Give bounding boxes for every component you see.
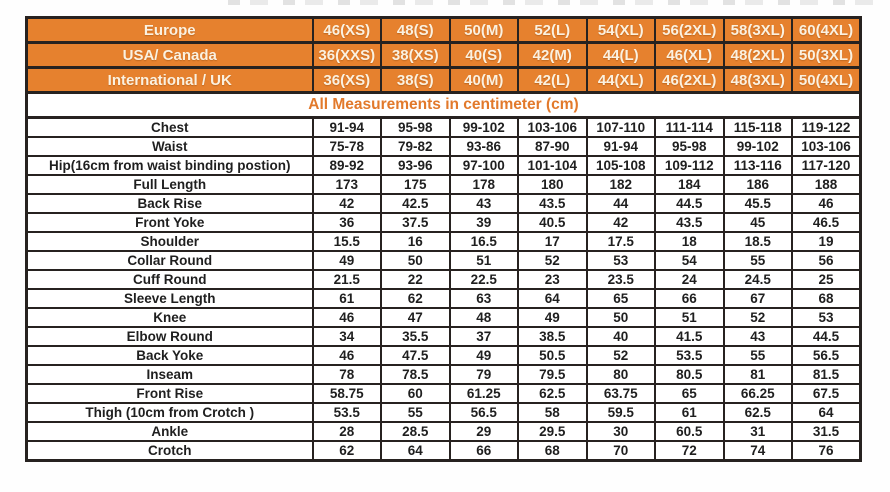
measurement-cell: 53: [792, 308, 861, 327]
measurement-cell: 53.5: [313, 403, 382, 422]
measurement-cell: 41.5: [655, 327, 724, 346]
subtitle-row: [27, 93, 861, 118]
measurement-cell: 64: [792, 403, 861, 422]
measurement-cell: 60.5: [655, 422, 724, 441]
table-row: [27, 308, 861, 327]
measurement-label: Back Yoke: [27, 346, 313, 365]
measurement-cell: 72: [655, 441, 724, 461]
region-label: USA/ Canada: [27, 43, 313, 68]
measurement-cell: 80.5: [655, 365, 724, 384]
measurement-cell: 68: [518, 441, 587, 461]
measurement-cell: 22: [381, 270, 450, 289]
measurement-cell: 50.5: [518, 346, 587, 365]
measurement-cell: 44.5: [655, 194, 724, 213]
table-row: [27, 213, 861, 232]
measurement-label: Shoulder: [27, 232, 313, 251]
measurement-label: Front Rise: [27, 384, 313, 403]
size-cell: 48(2XL): [724, 43, 793, 68]
measurement-cell: 115-118: [724, 118, 793, 138]
measurement-cell: 37.5: [381, 213, 450, 232]
measurement-cell: 28: [313, 422, 382, 441]
measurement-cell: 43: [724, 327, 793, 346]
measurement-cell: 45: [724, 213, 793, 232]
size-cell: 56(2XL): [655, 18, 724, 43]
measurement-cell: 31.5: [792, 422, 861, 441]
measurements-subtitle: All Measurements in centimeter (cm): [27, 93, 861, 118]
measurement-cell: 103-106: [518, 118, 587, 138]
measurement-cell: 38.5: [518, 327, 587, 346]
measurement-cell: 48: [450, 308, 519, 327]
measurement-label: Chest: [27, 118, 313, 138]
measurement-cell: 81.5: [792, 365, 861, 384]
measurement-cell: 16: [381, 232, 450, 251]
table-row: [27, 156, 861, 175]
table-row: [27, 232, 861, 251]
measurement-cell: 25: [792, 270, 861, 289]
measurement-cell: 64: [518, 289, 587, 308]
measurement-cell: 50: [587, 308, 656, 327]
measurement-cell: 21.5: [313, 270, 382, 289]
measurement-cell: 79: [450, 365, 519, 384]
measurement-cell: 78: [313, 365, 382, 384]
measurement-cell: 54: [655, 251, 724, 270]
measurement-cell: 52: [518, 251, 587, 270]
size-header-row: [27, 68, 861, 93]
measurement-cell: 61: [313, 289, 382, 308]
measurement-cell: 91-94: [587, 137, 656, 156]
measurement-cell: 62: [313, 441, 382, 461]
table-row: [27, 118, 861, 138]
measurement-cell: 63.75: [587, 384, 656, 403]
measurement-label: Elbow Round: [27, 327, 313, 346]
measurement-cell: 61.25: [450, 384, 519, 403]
measurement-cell: 46.5: [792, 213, 861, 232]
measurement-cell: 17.5: [587, 232, 656, 251]
measurement-cell: 59.5: [587, 403, 656, 422]
measurement-cell: 46: [792, 194, 861, 213]
size-cell: 52(L): [518, 18, 587, 43]
size-cell: 54(XL): [587, 18, 656, 43]
measurement-cell: 47.5: [381, 346, 450, 365]
size-cell: 50(M): [450, 18, 519, 43]
measurement-cell: 70: [587, 441, 656, 461]
table-row: [27, 289, 861, 308]
measurement-cell: 52: [724, 308, 793, 327]
measurement-cell: 15.5: [313, 232, 382, 251]
measurement-cell: 67.5: [792, 384, 861, 403]
size-cell: 42(M): [518, 43, 587, 68]
measurement-cell: 99-102: [450, 118, 519, 138]
measurement-cell: 55: [381, 403, 450, 422]
measurement-cell: 18: [655, 232, 724, 251]
measurement-label: Waist: [27, 137, 313, 156]
size-cell: 50(4XL): [792, 68, 861, 93]
table-row: [27, 441, 861, 461]
measurement-cell: 67: [724, 289, 793, 308]
measurement-cell: 42.5: [381, 194, 450, 213]
measurement-cell: 35.5: [381, 327, 450, 346]
table-row: [27, 422, 861, 441]
measurement-cell: 23.5: [587, 270, 656, 289]
measurement-cell: 55: [724, 251, 793, 270]
measurement-cell: 79-82: [381, 137, 450, 156]
measurement-cell: 43: [450, 194, 519, 213]
measurement-cell: 58.75: [313, 384, 382, 403]
size-cell: 40(M): [450, 68, 519, 93]
table-row: [27, 403, 861, 422]
measurement-cell: 29.5: [518, 422, 587, 441]
measurement-cell: 56.5: [450, 403, 519, 422]
measurement-cell: 36: [313, 213, 382, 232]
measurement-cell: 62.5: [518, 384, 587, 403]
measurement-label: Full Length: [27, 175, 313, 194]
measurement-label: Inseam: [27, 365, 313, 384]
measurement-label: Collar Round: [27, 251, 313, 270]
measurement-label: Thigh (10cm from Crotch ): [27, 403, 313, 422]
size-cell: 44(L): [587, 43, 656, 68]
measurement-cell: 173: [313, 175, 382, 194]
measurement-cell: 78.5: [381, 365, 450, 384]
measurement-cell: 175: [381, 175, 450, 194]
measurement-cell: 17: [518, 232, 587, 251]
measurement-cell: 95-98: [655, 137, 724, 156]
measurement-cell: 99-102: [724, 137, 793, 156]
size-cell: 44(XL): [587, 68, 656, 93]
measurement-cell: 113-116: [724, 156, 793, 175]
measurement-cell: 24.5: [724, 270, 793, 289]
measurement-cell: 39: [450, 213, 519, 232]
measurement-cell: 93-96: [381, 156, 450, 175]
measurement-cell: 79.5: [518, 365, 587, 384]
measurement-cell: 180: [518, 175, 587, 194]
table-row: [27, 137, 861, 156]
measurement-cell: 64: [381, 441, 450, 461]
measurement-cell: 23: [518, 270, 587, 289]
size-cell: 60(4XL): [792, 18, 861, 43]
size-cell: 40(S): [450, 43, 519, 68]
measurement-cell: 56.5: [792, 346, 861, 365]
measurement-cell: 43.5: [655, 213, 724, 232]
measurement-cell: 49: [313, 251, 382, 270]
measurement-cell: 24: [655, 270, 724, 289]
measurement-cell: 107-110: [587, 118, 656, 138]
measurement-cell: 49: [450, 346, 519, 365]
measurement-label: Front Yoke: [27, 213, 313, 232]
measurement-cell: 81: [724, 365, 793, 384]
measurement-cell: 87-90: [518, 137, 587, 156]
measurement-cell: 105-108: [587, 156, 656, 175]
measurement-cell: 37: [450, 327, 519, 346]
size-cell: 58(3XL): [724, 18, 793, 43]
measurement-cell: 40: [587, 327, 656, 346]
measurement-cell: 19: [792, 232, 861, 251]
measurement-cell: 101-104: [518, 156, 587, 175]
table-row: [27, 175, 861, 194]
measurement-cell: 186: [724, 175, 793, 194]
measurement-cell: 53: [587, 251, 656, 270]
size-cell: 38(S): [381, 68, 450, 93]
measurement-cell: 61: [655, 403, 724, 422]
measurement-cell: 22.5: [450, 270, 519, 289]
measurement-cell: 68: [792, 289, 861, 308]
measurement-cell: 52: [587, 346, 656, 365]
measurement-cell: 34: [313, 327, 382, 346]
size-cell: 48(3XL): [724, 68, 793, 93]
size-cell: 36(XXS): [313, 43, 382, 68]
measurement-label: Hip(16cm from waist binding postion): [27, 156, 313, 175]
measurement-cell: 65: [587, 289, 656, 308]
measurement-cell: 28.5: [381, 422, 450, 441]
table-row: [27, 384, 861, 403]
measurement-cell: 178: [450, 175, 519, 194]
size-cell: 38(XS): [381, 43, 450, 68]
measurement-cell: 58: [518, 403, 587, 422]
measurement-cell: 93-86: [450, 137, 519, 156]
measurement-cell: 117-120: [792, 156, 861, 175]
region-label: Europe: [27, 18, 313, 43]
size-cell: 46(2XL): [655, 68, 724, 93]
measurement-cell: 103-106: [792, 137, 861, 156]
measurement-cell: 66: [450, 441, 519, 461]
measurement-cell: 40.5: [518, 213, 587, 232]
measurement-cell: 53.5: [655, 346, 724, 365]
measurement-label: Sleeve Length: [27, 289, 313, 308]
measurement-cell: 43.5: [518, 194, 587, 213]
table-row: [27, 270, 861, 289]
size-header-row: [27, 18, 861, 43]
table-row: [27, 365, 861, 384]
measurement-cell: 119-122: [792, 118, 861, 138]
measurement-cell: 42: [313, 194, 382, 213]
table-row: [27, 327, 861, 346]
measurement-cell: 16.5: [450, 232, 519, 251]
measurement-cell: 49: [518, 308, 587, 327]
measurement-cell: 46: [313, 308, 382, 327]
measurement-label: Ankle: [27, 422, 313, 441]
measurement-cell: 95-98: [381, 118, 450, 138]
cropped-title-remnant: [228, 0, 876, 5]
size-cell: 48(S): [381, 18, 450, 43]
measurement-cell: 66: [655, 289, 724, 308]
size-cell: 46(XL): [655, 43, 724, 68]
measurement-label: Cuff Round: [27, 270, 313, 289]
measurement-cell: 63: [450, 289, 519, 308]
size-cell: 46(XS): [313, 18, 382, 43]
measurement-cell: 55: [724, 346, 793, 365]
measurement-cell: 97-100: [450, 156, 519, 175]
measurement-cell: 76: [792, 441, 861, 461]
measurement-cell: 50: [381, 251, 450, 270]
measurement-cell: 80: [587, 365, 656, 384]
measurement-cell: 62: [381, 289, 450, 308]
measurement-label: Knee: [27, 308, 313, 327]
measurement-cell: 51: [655, 308, 724, 327]
measurement-cell: 91-94: [313, 118, 382, 138]
measurement-cell: 51: [450, 251, 519, 270]
size-cell: 42(L): [518, 68, 587, 93]
region-label: International / UK: [27, 68, 313, 93]
measurement-cell: 62.5: [724, 403, 793, 422]
measurement-label: Crotch: [27, 441, 313, 461]
measurement-cell: 56: [792, 251, 861, 270]
measurement-cell: 182: [587, 175, 656, 194]
measurement-cell: 44: [587, 194, 656, 213]
table-row: [27, 251, 861, 270]
table-row: [27, 346, 861, 365]
measurement-cell: 46: [313, 346, 382, 365]
size-header-row: [27, 43, 861, 68]
measurement-cell: 47: [381, 308, 450, 327]
measurement-cell: 75-78: [313, 137, 382, 156]
measurement-cell: 111-114: [655, 118, 724, 138]
measurement-cell: 184: [655, 175, 724, 194]
measurement-cell: 65: [655, 384, 724, 403]
measurement-label: Back Rise: [27, 194, 313, 213]
table-row: [27, 194, 861, 213]
measurement-cell: 89-92: [313, 156, 382, 175]
measurement-cell: 42: [587, 213, 656, 232]
measurement-cell: 60: [381, 384, 450, 403]
size-cell: 36(XS): [313, 68, 382, 93]
measurement-cell: 109-112: [655, 156, 724, 175]
size-chart-body: [27, 18, 861, 461]
measurement-cell: 18.5: [724, 232, 793, 251]
size-cell: 50(3XL): [792, 43, 861, 68]
measurement-cell: 45.5: [724, 194, 793, 213]
measurement-cell: 74: [724, 441, 793, 461]
measurement-cell: 30: [587, 422, 656, 441]
measurement-cell: 44.5: [792, 327, 861, 346]
measurement-cell: 29: [450, 422, 519, 441]
measurement-cell: 188: [792, 175, 861, 194]
measurement-cell: 31: [724, 422, 793, 441]
measurement-cell: 66.25: [724, 384, 793, 403]
size-chart-table: [25, 16, 862, 462]
